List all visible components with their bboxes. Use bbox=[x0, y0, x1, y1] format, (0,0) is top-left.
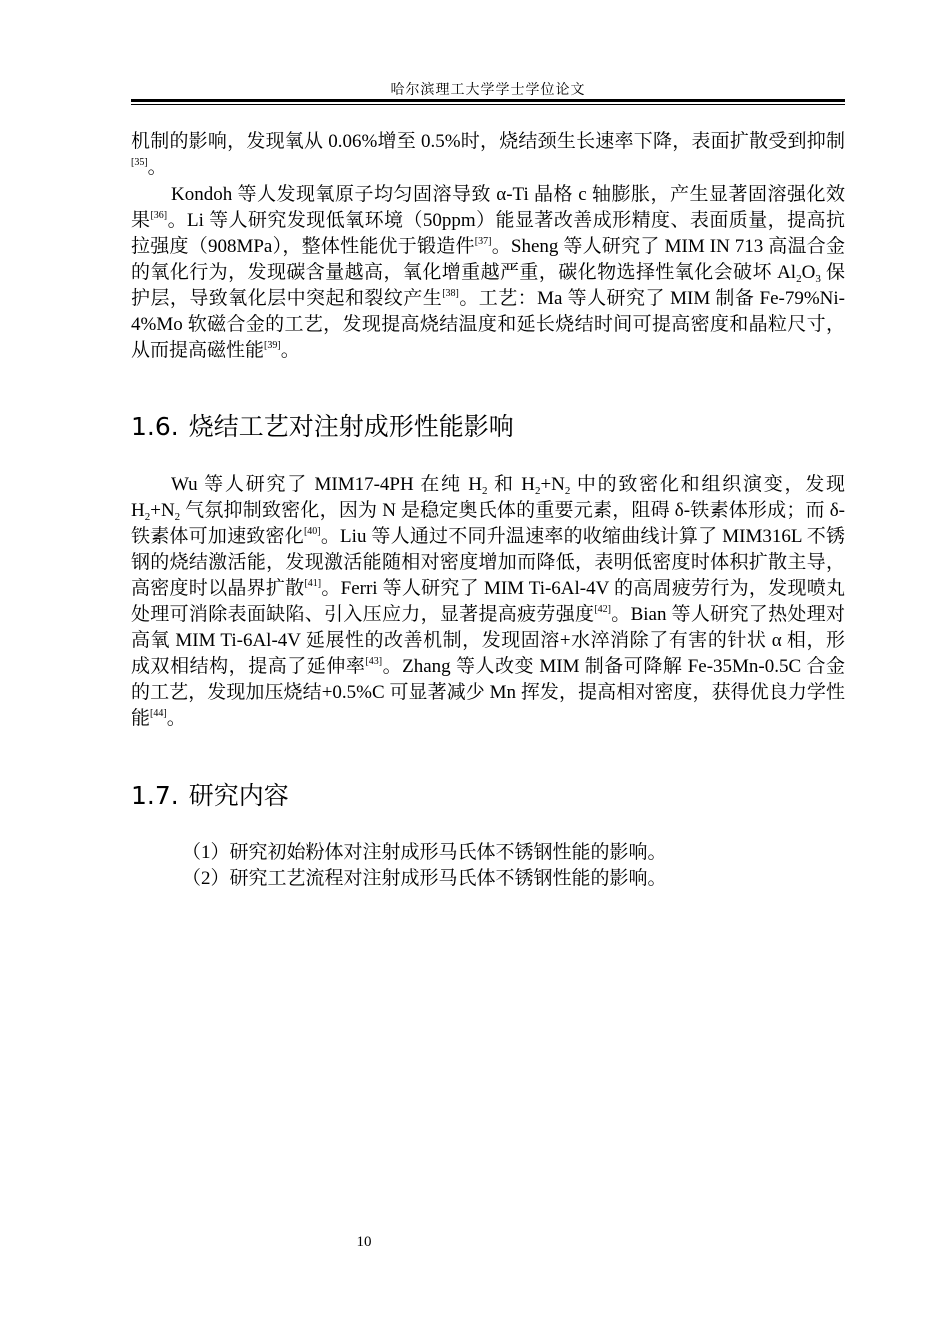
research-content-list bbox=[182, 840, 822, 892]
citation: [36] bbox=[150, 210, 168, 221]
list-item: （1）研究初始粉体对注射成形马氏体不锈钢性能的影响。 bbox=[182, 842, 667, 863]
subscript: 2 bbox=[174, 511, 181, 523]
citation: [44] bbox=[150, 708, 167, 719]
citation: [42] bbox=[594, 604, 611, 615]
citation: [43] bbox=[365, 656, 383, 667]
section-number: 1.6. bbox=[131, 412, 179, 441]
header-title: 哈尔滨理工大学学士学位论文 bbox=[390, 83, 586, 98]
citation: [40] bbox=[303, 526, 321, 537]
subscript: 2 bbox=[144, 511, 151, 523]
subscript: 2 bbox=[534, 485, 541, 497]
section-heading-1-7 bbox=[131, 780, 289, 812]
paragraph-oxygen-sintering: 机制的影响，发现氧从 0.06%增至 0.5%时，烧结颈生长速率下降，表面扩散受到抑制[35]。 bbox=[131, 131, 845, 178]
paragraph-kondoh: Kondoh 等人发现氧原子均匀固溶导致 α-Ti 晶格 c 轴膨胀，产生显著固溶强化效果[36]。Li 等人研究发现低氧环境（50ppm）能显著改善成形精度、表面质量，提高抗拉强度（908MPa），整体性能优于锻造件[37]。Sheng 等人研究了 MIM IN 713 高温合金的氧化行为，发现碳含量越高，氧化增重越严重，碳化物选择性氧化会破坏 $Al_2O_3$ 保护层，导致氧化层中突起和裂纹产生[38]。工艺：Ma 等人研究了 MIM 制备 Fe-79%Ni-4%Mo 软磁合金的工艺，发现提高烧结温度和延长烧结时间可提高密度和晶粒尺寸，从而提高磁性能[39]。 bbox=[131, 184, 845, 361]
citation: [38] bbox=[442, 288, 459, 299]
citation: [39] bbox=[264, 340, 281, 351]
section-title: 烧结工艺对注射成形性能影响 bbox=[188, 412, 514, 441]
subscript: 2 bbox=[796, 273, 802, 285]
header-rule-thin bbox=[131, 104, 845, 105]
list-item: （2）研究工艺流程对注射成形马氏体不锈钢性能的影响。 bbox=[182, 868, 667, 889]
header-rule-thick bbox=[131, 99, 845, 102]
subscript: 3 bbox=[815, 273, 821, 285]
section-number: 1.7. bbox=[131, 781, 179, 810]
citation: [41] bbox=[304, 578, 322, 589]
section-title: 研究内容 bbox=[188, 781, 289, 810]
citation: [37] bbox=[474, 236, 492, 247]
section-heading-1-6 bbox=[131, 411, 514, 443]
citation: [35] bbox=[131, 157, 148, 168]
subscript: 2 bbox=[564, 485, 571, 497]
paragraph-wu: Wu 等人研究了 MIM17-4PH 在纯 $H_2$ 和 $H_2+N_2$ 中的致密化和组织演变，发现 $H_2+N_2$ 气氛抑制致密化，因为 N 是稳定奥氏体的重要元素，阻碍 δ-铁素体形成；而 δ-铁素体可加速致密化[40]。Liu 等人通过不同升温速率的收缩曲线计算了 MIM316L 不锈钢的烧结激活能，发现激活能随相对密度增加而降低，表明低密度时体积扩散主导，高密度时以晶界扩散[41]。Ferri 等人研究了 MIM Ti-6Al-4V 的高周疲劳行为，发现喷丸处理可消除表面缺陷、引入压应力，显著提高疲劳强度[42]。Bian 等人研究了热处理对高氧 MIM Ti-6Al-4V 延展性的改善机制，发现固溶+水淬消除了有害的针状 α 相，形成双相结构，提高了延伸率[43]。Zhang 等人改变 MIM 制备可降解 Fe-35Mn-0.5C 合金的工艺，发现加压烧结+0.5%C 可显著减少 Mn 挥发，提高相对密度，获得优良力学性能[44]。 bbox=[131, 474, 845, 729]
subscript: 2 bbox=[481, 485, 488, 497]
page-number: 10 bbox=[356, 1234, 372, 1250]
